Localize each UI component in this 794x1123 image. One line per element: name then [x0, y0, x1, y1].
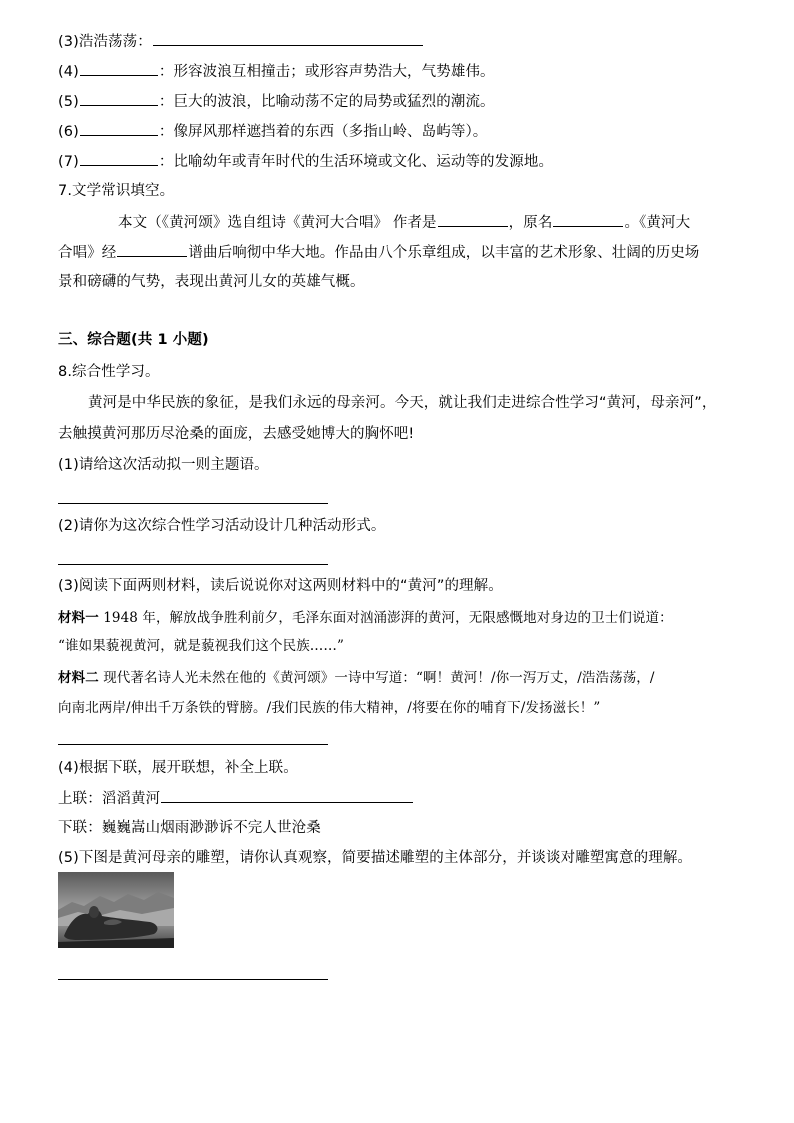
q6-item-4: (4) ：形容波浪互相撞击；或形容声势浩大，气势雄伟。 — [58, 61, 495, 82]
material-1-line-1: 材料一 1948 年，解放战争胜利前夕，毛泽东面对汹涌澎湃的黄河，无限感慨地对身边的卫士们说道： — [58, 610, 673, 626]
q6-item-5: (5) ：巨大的波浪，比喻动荡不定的局势或猛烈的潮流。 — [58, 91, 495, 112]
answer-blank[interactable] — [80, 121, 158, 136]
material-2-line-1: 材料二 现代著名诗人光未然在他的《黄河颂》一诗中写道：“啊！黄河！/你一泻万丈，/浩浩荡荡，/ — [58, 670, 655, 686]
q7-title: 7.文学常识填空。 — [58, 183, 175, 199]
q8-intro-line-2: 去触摸黄河那历尽沧桑的面庞，去感受她博大的胸怀吧! — [58, 426, 415, 442]
q8-title: 8.综合性学习。 — [58, 364, 160, 380]
material-1-label: 材料一 — [58, 610, 99, 626]
answer-blank[interactable] — [438, 212, 508, 227]
answer-blank[interactable] — [153, 31, 423, 46]
material-2-label: 材料二 — [58, 670, 99, 686]
q8-sub-4: (4)根据下联，展开联想，补全上联。 — [58, 760, 298, 776]
q7-paragraph-line-1: 本文（《黄河颂》选自组诗《黄河大合唱》 作者是 ，原名 。《黄河大 — [118, 212, 690, 233]
answer-blank[interactable] — [80, 91, 158, 106]
answer-line[interactable] — [58, 564, 328, 565]
q6-item-7: (7) ：比喻幼年或青年时代的生活环境或文化、运动等的发源地。 — [58, 151, 553, 172]
q6-item-3: (3)浩浩荡荡： — [58, 31, 424, 52]
couplet-upper: 上联：滔滔黄河 — [58, 788, 414, 809]
q7-paragraph-line-2: 合唱》经 谱曲后响彻中华大地。作品由八个乐章组成，以丰富的艺术形象、壮阔的历史场 — [58, 242, 699, 263]
yellow-river-mother-sculpture-photo — [58, 872, 174, 948]
q6-item-6: (6) ：像屏风那样遮挡着的东西（多指山岭、岛屿等）。 — [58, 121, 487, 142]
material-2-line-2: 向南北两岸/伸出千万条铁的臂膀。/我们民族的伟大精神，/将要在你的哺育下/发扬滋长！” — [58, 700, 601, 716]
couplet-lower: 下联：巍巍嵩山烟雨渺渺诉不完人世沧桑 — [58, 820, 321, 836]
q8-sub-2: (2)请你为这次综合性学习活动设计几种活动形式。 — [58, 518, 386, 534]
q8-sub-1: (1)请给这次活动拟一则主题语。 — [58, 457, 269, 473]
section-heading: 三、综合题(共 1 小题) — [58, 332, 209, 348]
answer-blank[interactable] — [117, 242, 187, 257]
q7-paragraph-line-3: 景和磅礴的气势，表现出黄河儿女的英雄气概。 — [58, 274, 365, 290]
answer-blank[interactable] — [553, 212, 623, 227]
sculpture-image — [58, 872, 174, 948]
q8-sub-3: (3)阅读下面两则材料，读后说说你对这两则材料中的“黄河”的理解。 — [58, 578, 503, 594]
q8-intro-line-1: 黄河是中华民族的象征，是我们永远的母亲河。今天，就让我们走进综合性学习“黄河，母亲河”， — [88, 395, 717, 411]
answer-blank[interactable] — [80, 151, 158, 166]
answer-blank[interactable] — [80, 61, 158, 76]
answer-line[interactable] — [58, 744, 328, 745]
material-1-line-2: “谁如果藐视黄河，就是藐视我们这个民族……” — [58, 638, 345, 654]
answer-line[interactable] — [58, 503, 328, 504]
answer-line[interactable] — [58, 979, 328, 980]
q8-sub-5: (5)下图是黄河母亲的雕塑，请你认真观察，简要描述雕塑的主体部分，并谈谈对雕塑寓意的理解。 — [58, 850, 693, 866]
answer-blank[interactable] — [161, 788, 413, 803]
